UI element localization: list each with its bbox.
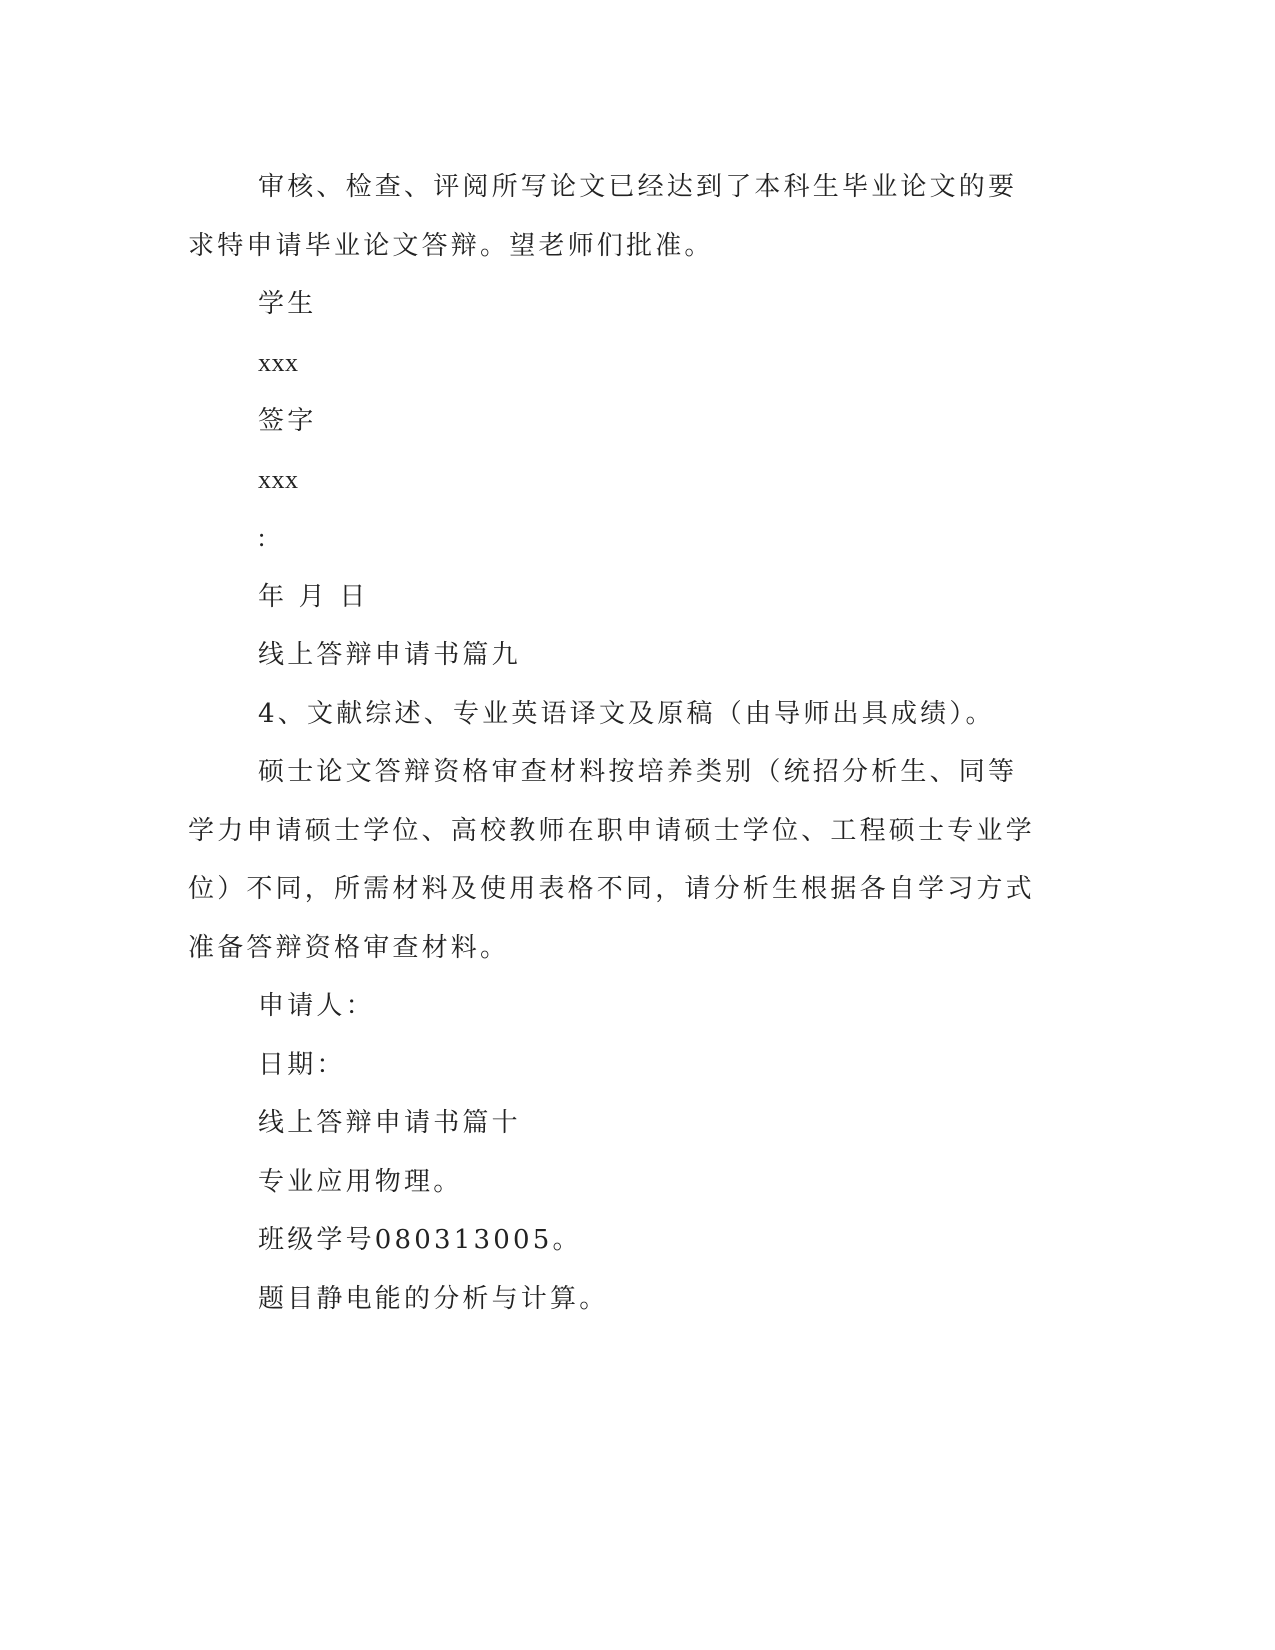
paragraph-applicant-label: 申请人： <box>258 991 375 1021</box>
document-body <box>188 158 1038 1328</box>
paragraph-major: 专业应用物理。 <box>258 1166 463 1197</box>
paragraph-class-id: 班级学号080313005。 <box>258 1225 582 1255</box>
paragraph-literature-review: 4、文献综述、专业英语译文及原稿（由导师出具成绩）。 <box>258 698 995 729</box>
paragraph-colon: : <box>258 523 266 552</box>
paragraph-topic: 题目静电能的分析与计算。 <box>258 1283 609 1314</box>
paragraph-student-name: xxx <box>258 347 299 377</box>
paragraph-student-label: 学生 <box>258 289 317 319</box>
paragraph-date-line: 年 月 日 <box>258 581 369 612</box>
paragraph-date-label: 日期： <box>258 1049 346 1080</box>
paragraph-approval-request: 审核、检查、评阅所写论文已经达到了本科生毕业论文的要求特申请毕业论文答辩。望老师们批准。 <box>188 172 1018 261</box>
section-heading-ten: 线上答辩申请书篇十 <box>258 1108 521 1138</box>
paragraph-signature-label: 签字 <box>258 406 317 436</box>
paragraph-signature-name: xxx <box>258 464 299 494</box>
section-heading-nine: 线上答辩申请书篇九 <box>258 640 521 670</box>
paragraph-qualification-materials: 硕士论文答辩资格审查材料按培养类别（统招分析生、同等学力申请硕士学位、高校教师在职申请硕士学位、工程硕士专业学位）不同，所需材料及使用表格不同，请分析生根据各自学习方式准备答辩资格审查材料。 <box>188 757 1035 963</box>
